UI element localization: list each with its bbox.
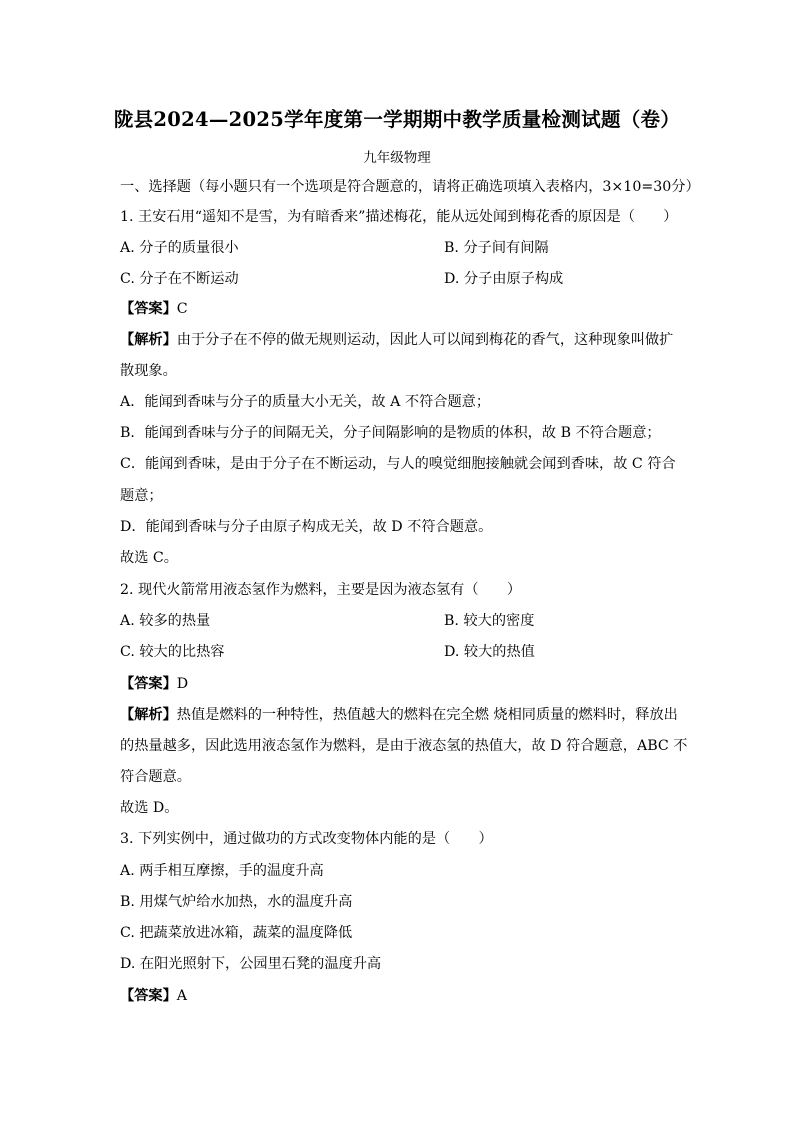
analysis-label: 【解析】 bbox=[120, 332, 177, 348]
q1-conclusion: 故选 C。 bbox=[120, 550, 178, 566]
q1-option-a: A. 分子的质量很小 bbox=[120, 240, 239, 256]
q3-option-b: B. 用煤气炉给水加热，水的温度升高 bbox=[120, 894, 353, 910]
q1-analysis-line: 散现象。 bbox=[120, 363, 177, 379]
q2-answer bbox=[120, 675, 188, 693]
analysis-label: 【解析】 bbox=[120, 707, 177, 723]
q2-analysis-line: 的热量越多，因此选用液态氢作为燃料，是由于液态氢的热值大，故 D 符合题意，ABC 不 bbox=[120, 738, 688, 754]
answer-label: 【答案】 bbox=[120, 301, 177, 317]
q1-option-c: C. 分子在不断运动 bbox=[120, 271, 239, 287]
analysis-text: 热值是燃料的一种特性，热值越大的燃料在完全燃 烧相同质量的燃料时，释放出 bbox=[176, 707, 678, 723]
q1-analysis-line: C．能闻到香味，是由于分子在不断运动，与人的嗅觉细胞接触就会闻到香味，故 C 符合 bbox=[120, 456, 676, 472]
q3-answer bbox=[120, 987, 187, 1005]
q1-answer bbox=[120, 300, 188, 318]
q2-option-b: B. 较大的密度 bbox=[444, 613, 535, 629]
q1-analysis-line: B．能闻到香味与分子的间隔无关，分子间隔影响的是物质的体积，故 B 不符合题意； bbox=[120, 425, 661, 441]
page-title: 陇县2024—2025学年度第一学期期中教学质量检测试题（卷） bbox=[113, 108, 681, 131]
analysis-text: 由于分子在不停的做无规则运动，因此人可以闻到梅花的香气，这种现象叫做扩 bbox=[176, 332, 674, 348]
q3-stem: 3. 下列实例中，通过做功的方式改变物体内能的是（ ） bbox=[120, 831, 493, 847]
q1-stem: 1. 王安石用“遥知不是雪，为有暗香来”描述梅花，能从远处闻到梅花香的原因是（ ） bbox=[120, 209, 678, 225]
q1-analysis-line: A．能闻到香味与分子的质量大小无关，故 A 不符合题意； bbox=[120, 394, 491, 410]
q1-option-b: B. 分子间有间隔 bbox=[444, 240, 549, 256]
q1-analysis-line: 题意； bbox=[120, 488, 163, 504]
q2-stem: 2. 现代火箭常用液态氢作为燃料，主要是因为液态氢有（ ） bbox=[120, 582, 522, 598]
q3-option-d: D. 在阳光照射下，公园里石凳的温度升高 bbox=[120, 956, 382, 972]
q3-option-c: C. 把蔬菜放进冰箱，蔬菜的温度降低 bbox=[120, 925, 353, 941]
answer-value: C bbox=[176, 301, 188, 317]
q2-conclusion: 故选 D。 bbox=[120, 800, 179, 816]
q2-option-a: A. 较多的热量 bbox=[120, 613, 211, 629]
answer-value: A bbox=[176, 988, 188, 1004]
answer-label: 【答案】 bbox=[120, 676, 177, 692]
answer-value: D bbox=[176, 676, 189, 692]
answer-label: 【答案】 bbox=[120, 988, 177, 1004]
q2-option-d: D. 较大的热值 bbox=[444, 644, 535, 660]
q1-analysis-line: D．能闻到香味与分子由原子构成无关，故 D 不符合题意。 bbox=[120, 519, 493, 535]
section-heading: 一、选择题（每小题只有一个选项是符合题意的，请将正确选项填入表格内，3×10=30分） bbox=[120, 179, 700, 195]
q3-option-a: A. 两手相互摩擦，手的温度升高 bbox=[120, 863, 324, 879]
page-subtitle: 九年级物理 bbox=[363, 150, 431, 166]
q2-analysis-line: 符合题意。 bbox=[120, 769, 191, 785]
q1-option-d: D. 分子由原子构成 bbox=[444, 271, 564, 287]
q1-analysis-line bbox=[120, 331, 673, 349]
q2-option-c: C. 较大的比热容 bbox=[120, 644, 225, 660]
q2-analysis-line bbox=[120, 706, 678, 724]
